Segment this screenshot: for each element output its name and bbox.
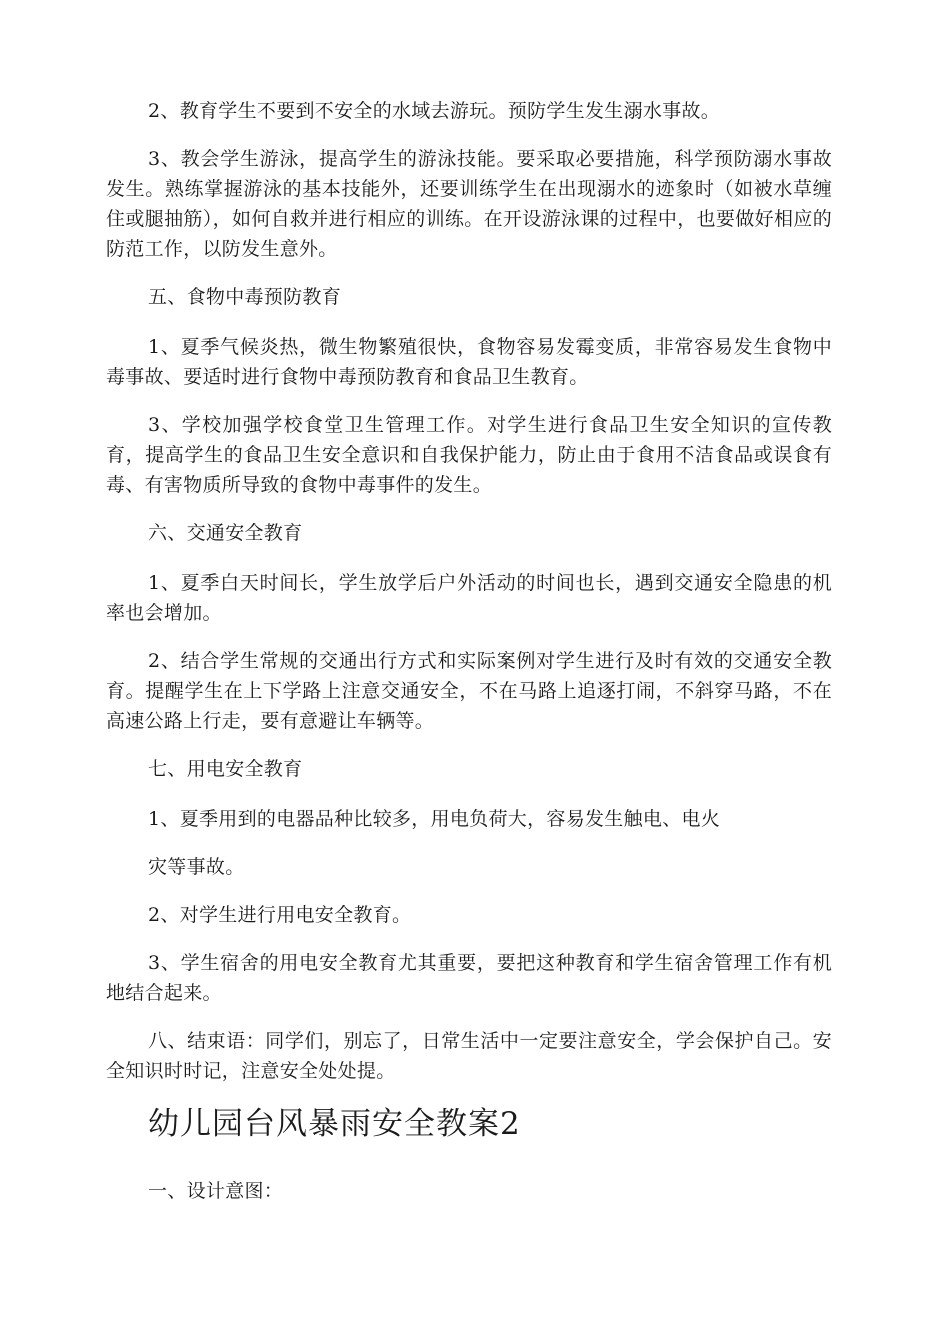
paragraph-electrical-1a: 1、夏季用到的电器品种比较多，用电负荷大，容易发生触电、电火 [148, 808, 721, 830]
document-page [106, 96, 832, 1224]
paragraph-design-intent: 一、设计意图： [148, 1180, 284, 1202]
paragraph-traffic-2: 2、结合学生常规的交通出行方式和实际案例对学生进行及时有效的交通安全教育。提醒学生在上下学路上注意交通安全，不在马路上追逐打闹，不斜穿马路，不在高速公路上行走，要有意避让车辆等。 [106, 650, 832, 732]
paragraph-closing-remarks: 八、结束语：同学们，别忘了，日常生活中一定要注意安全，学会保护自己。安全知识时时记，注意安全处处提。 [106, 1030, 832, 1082]
paragraph-traffic-1: 1、夏季白天时间长，学生放学后户外活动的时间也长，遇到交通安全隐患的机率也会增加。 [106, 572, 832, 624]
section-heading-traffic-safety: 六、交通安全教育 [148, 522, 303, 544]
paragraph-electrical-1b: 灾等事故。 [148, 856, 245, 878]
paragraph-food-3: 3、学校加强学校食堂卫生管理工作。对学生进行食品卫生安全知识的宣传教育，提高学生的食品卫生安全意识和自我保护能力，防止由于食用不洁食品或误食有毒、有害物质所导致的食物中毒事件的发生。 [106, 414, 832, 496]
paragraph-food-1: 1、夏季气候炎热，微生物繁殖很快，食物容易发霉变质，非常容易发生食物中毒事故、要适时进行食物中毒预防教育和食品卫生教育。 [106, 336, 832, 388]
paragraph-drowning-3: 3、教会学生游泳，提高学生的游泳技能。要采取必要措施，科学预防溺水事故发生。熟练掌握游泳的基本技能外，还要训练学生在出现溺水的迹象时（如被水草缠住或腿抽筋），如何自救并进行相应的训练。在开设游泳课的过程中，也要做好相应的防范工作，以防发生意外。 [106, 148, 832, 260]
section-heading-electrical-safety: 七、用电安全教育 [148, 758, 303, 780]
document-title: 幼儿园台风暴雨安全教案2 [148, 1106, 521, 1142]
section-heading-food-poisoning: 五、食物中毒预防教育 [148, 286, 342, 308]
paragraph-drowning-2: 2、教育学生不要到不安全的水域去游玩。预防学生发生溺水事故。 [148, 100, 721, 122]
paragraph-electrical-3: 3、学生宿舍的用电安全教育尤其重要，要把这种教育和学生宿舍管理工作有机地结合起来。 [106, 952, 832, 1004]
paragraph-electrical-2: 2、对学生进行用电安全教育。 [148, 904, 412, 926]
